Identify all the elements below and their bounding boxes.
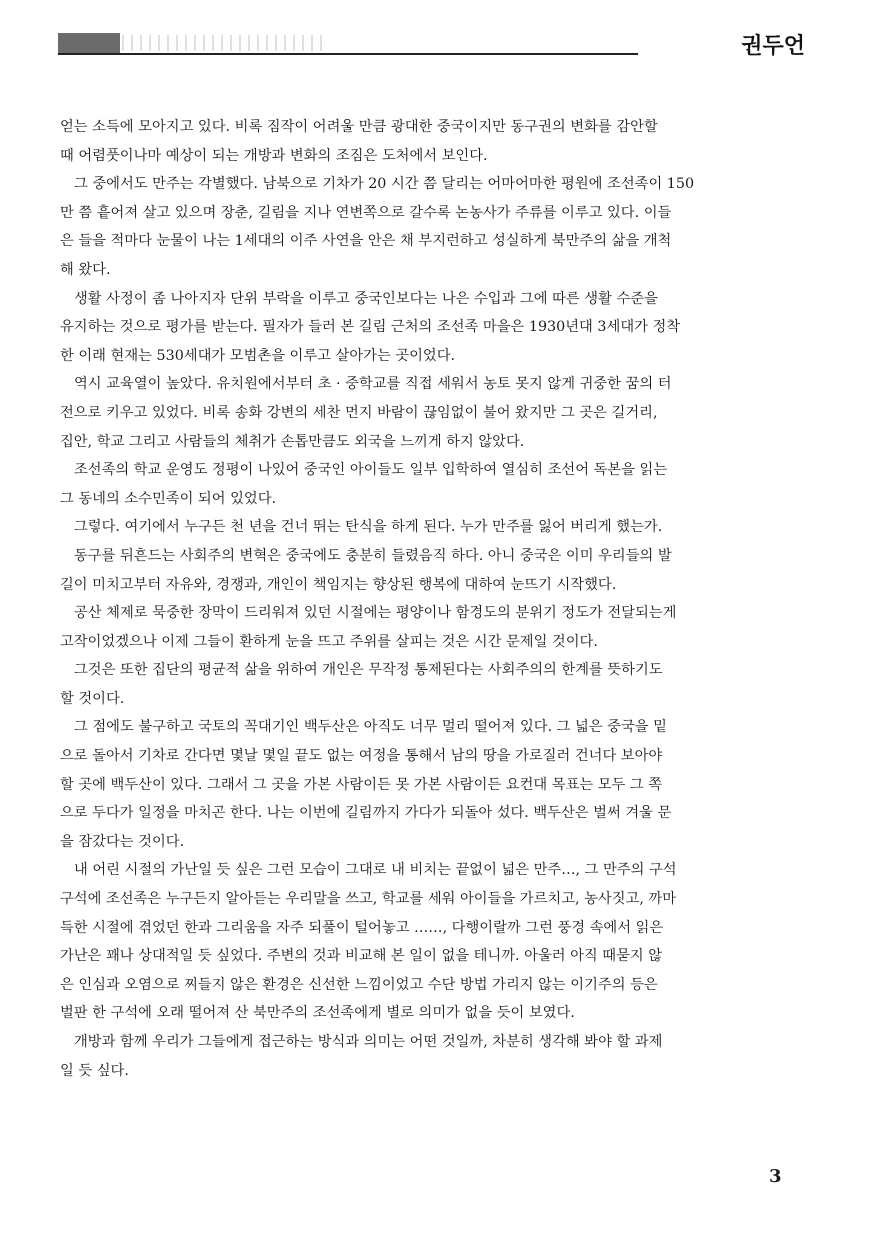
text-line: 내 어린 시절의 가난일 듯 싶은 그런 모습이 그대로 내 비치는 끝없이 넓은 만주…, 그 만주의 구석 [74,862,677,879]
text-line: 공산 체제로 묵중한 장막이 드리워져 있던 시절에는 평양이나 함경도의 분위기 정도가 전달되는게 [74,605,677,622]
text-line: 그 동네의 소수민족이 되어 있었다. [60,490,277,507]
text-line: 생활 사정이 좀 나아지자 단위 부락을 이루고 중국인보다는 나은 수입과 그에 따른 생활 수준을 [74,290,658,307]
header-rule [58,53,638,55]
header-decoration [58,31,638,55]
text-line: 은 인심과 오염으로 찌들지 않은 환경은 신선한 느낌이었고 수단 방법 가리지 않는 이기주의 등은 [60,976,658,993]
text-line: 을 잠갔다는 것이다. [60,833,185,850]
text-line: 그 중에서도 만주는 각별했다. 남북으로 기차가 20 시간 쯤 달리는 어마어마한 평원에 조선족이 150 [74,176,695,193]
header-mark [58,33,120,53]
text-line: 으로 두다가 일정을 마치곤 한다. 나는 이번에 길림까지 가다가 되돌아 섰다. 백두산은 벌써 겨울 문 [60,805,672,822]
text-line: 때 어렴풋이나마 예상이 되는 개방과 변화의 조짐은 도처에서 보인다. [60,147,488,164]
text-line: 은 들을 적마다 눈물이 나는 1세대의 이주 사연을 안은 채 부지런하고 성실하게 북만주의 삶을 개척 [60,233,672,250]
text-line: 벌판 한 구석에 오래 떨어져 산 북만주의 조선족에게 별로 의미가 없을 듯이 보였다. [60,1005,575,1022]
text-line: 그 점에도 불구하고 국토의 꼭대기인 백두산은 아직도 너무 멀리 떨어져 있다. 그 넓은 중국을 밑 [74,719,667,736]
page-number: 3 [769,1166,782,1187]
text-line: 얻는 소득에 모아지고 있다. 비록 짐작이 어려울 만큼 광대한 중국이지만 동구권의 변화를 감안할 [60,119,658,135]
text-line: 조선족의 학교 운영도 정평이 나있어 중국인 아이들도 일부 입학하여 열심히 조선어 독본을 읽는 [74,462,668,479]
text-line: 해 왔다. [60,261,111,278]
text-line: 동구를 뒤흔드는 사회주의 변혁은 중국에도 충분히 들렸음직 하다. 아니 중국은 이미 우리들의 발 [74,547,672,564]
text-line: 개방과 함께 우리가 그들에게 접근하는 방식과 의미는 어떤 것일까, 차분히 생각해 봐야 할 과제 [74,1034,663,1050]
text-line: 그것은 또한 집단의 평균적 삶을 위하여 개인은 무작정 통제된다는 사회주의의 한계를 뜻하기도 [74,662,663,679]
text-line: 가난은 꽤나 상대적일 듯 싶었다. 주변의 것과 비교해 본 일이 없을 테니까. 아울러 아직 때묻지 않 [60,948,663,965]
text-line: 만 쯤 흩어져 살고 있으며 장춘, 길림을 지나 연변쪽으로 갈수록 논농사가 주류를 이루고 있다. 이들 [60,204,672,221]
text-line: 구석에 조선족은 누구든지 알아듣는 우리말을 쓰고, 학교를 세워 아이들을 가르치고, 농사짓고, 까마 [60,891,677,908]
text-line: 일 듯 싶다. [60,1062,129,1079]
text-line: 득한 시절에 겪었던 한과 그리움을 자주 되풀이 털어놓고 ……, 다행이랄까 그런 풍경 속에서 읽은 [60,919,664,936]
text-line: 유지하는 것으로 평가를 받는다. 필자가 들러 본 길림 근처의 조선족 마을은 1930년대 3세대가 정착 [60,319,681,336]
text-line: 길이 미치고부터 자유와, 경쟁과, 개인이 책임지는 향상된 행복에 대하여 눈뜨기 시작했다. [60,576,617,593]
section-title: 권두언 [741,34,805,59]
text-line: 할 것이다. [60,690,125,707]
text-line: 전으로 키우고 있었다. 비록 송화 강변의 세찬 먼지 바람이 끊임없이 불어 왔지만 그 곳은 길거리, [60,404,658,421]
article-body [60,113,801,1085]
header-texture [122,35,322,51]
text-line: 집안, 학교 그리고 사람들의 체취가 손톱만큼도 외국을 느끼게 하지 않았다. [60,433,525,450]
text-line: 으로 돌아서 기차로 간다면 몇날 몇일 끝도 없는 여정을 통해서 남의 땅을 가로질러 건너다 보아야 [60,748,663,765]
text-line: 할 곳에 백두산이 있다. 그래서 그 곳을 가본 사람이든 못 가본 사람이든 요컨대 목표는 모두 그 쪽 [60,776,663,793]
text-line: 고작이었겠으나 이제 그들이 환하게 눈을 뜨고 주위를 살피는 것은 시간 문제일 것이다. [60,633,598,650]
text-line: 그렇다. 여기에서 누구든 천 년을 건너 뛰는 탄식을 하게 된다. 누가 만주를 잃어 버리게 했는가. [74,519,663,536]
text-line: 역시 교육열이 높았다. 유치원에서부터 초 · 중학교를 직접 세워서 농토 못지 않게 귀중한 꿈의 터 [74,376,672,393]
text-line: 한 이래 현재는 530세대가 모범촌을 이루고 살아가는 곳이었다. [60,347,456,364]
